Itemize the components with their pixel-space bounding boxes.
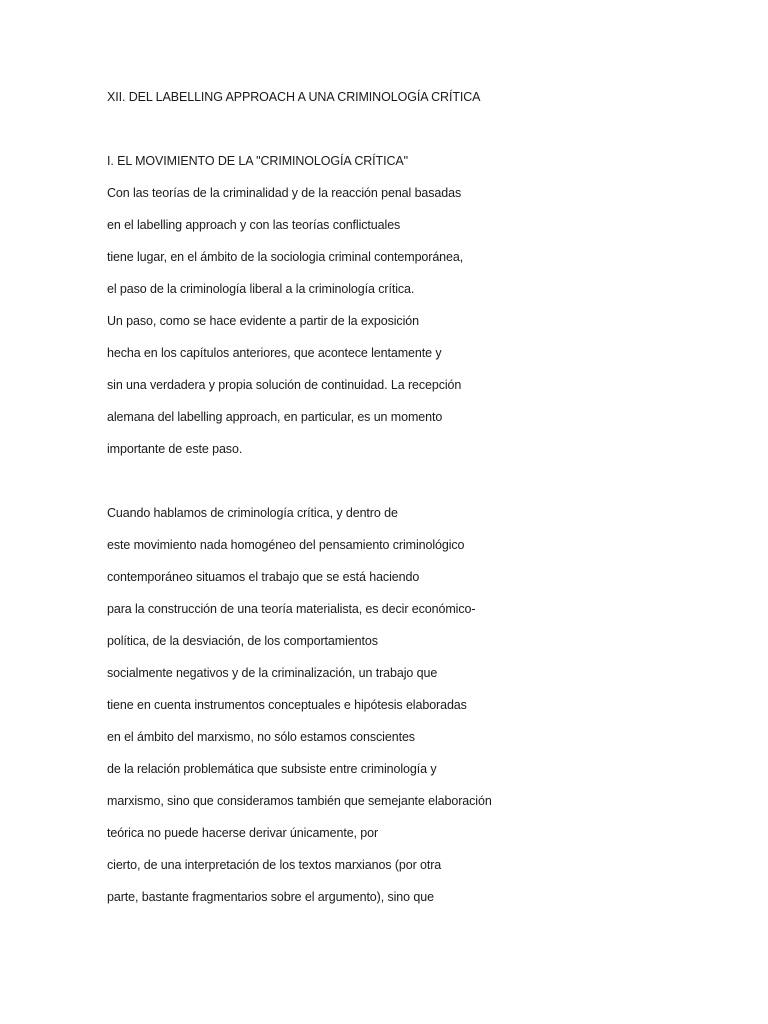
text-line: sin una verdadera y propia solución de continuidad. La recepción — [107, 378, 462, 392]
text-line: alemana del labelling approach, en particular, es un momento — [107, 410, 443, 424]
document-title: XII. DEL LABELLING APPROACH A UNA CRIMINOLOGÍA CRÍTICA — [107, 90, 481, 104]
text-line: teórica no puede hacerse derivar únicamente, por — [107, 826, 379, 840]
text-line: este movimiento nada homogéneo del pensamiento criminológico — [107, 538, 465, 552]
text-line: parte, bastante fragmentarios sobre el argumento), sino que — [107, 890, 434, 904]
text-line: en el ámbito del marxismo, no sólo estamos conscientes — [107, 730, 415, 744]
text-line: tiene lugar, en el ámbito de la sociologia criminal contemporánea, — [107, 250, 464, 264]
text-line: Con las teorías de la criminalidad y de la reacción penal basadas — [107, 186, 462, 200]
text-line: contemporáneo situamos el trabajo que se está haciendo — [107, 570, 420, 584]
text-line: tiene en cuenta instrumentos conceptuales e hipótesis elaboradas — [107, 698, 467, 712]
text-line: Cuando hablamos de criminología crítica, y dentro de — [107, 506, 398, 520]
text-line: política, de la desviación, de los comportamientos — [107, 634, 378, 648]
text-line: en el labelling approach y con las teorías conflictuales — [107, 218, 401, 232]
text-line: importante de este paso. — [107, 442, 243, 456]
text-line: marxismo, sino que consideramos también que semejante elaboración — [107, 794, 492, 808]
text-line: de la relación problemática que subsiste entre criminología y — [107, 762, 437, 776]
text-line: cierto, de una interpretación de los textos marxianos (por otra — [107, 858, 442, 872]
text-line: socialmente negativos y de la criminalización, un trabajo que — [107, 666, 438, 680]
section-heading: I. EL MOVIMIENTO DE LA "CRIMINOLOGÍA CRÍTICA" — [107, 154, 408, 168]
text-line: Un paso, como se hace evidente a partir de la exposición — [107, 314, 419, 328]
text-line: el paso de la criminología liberal a la criminología crítica. — [107, 282, 415, 296]
text-line: hecha en los capítulos anteriores, que acontece lentamente y — [107, 346, 442, 360]
text-line: para la construcción de una teoría materialista, es decir económico- — [107, 602, 476, 616]
